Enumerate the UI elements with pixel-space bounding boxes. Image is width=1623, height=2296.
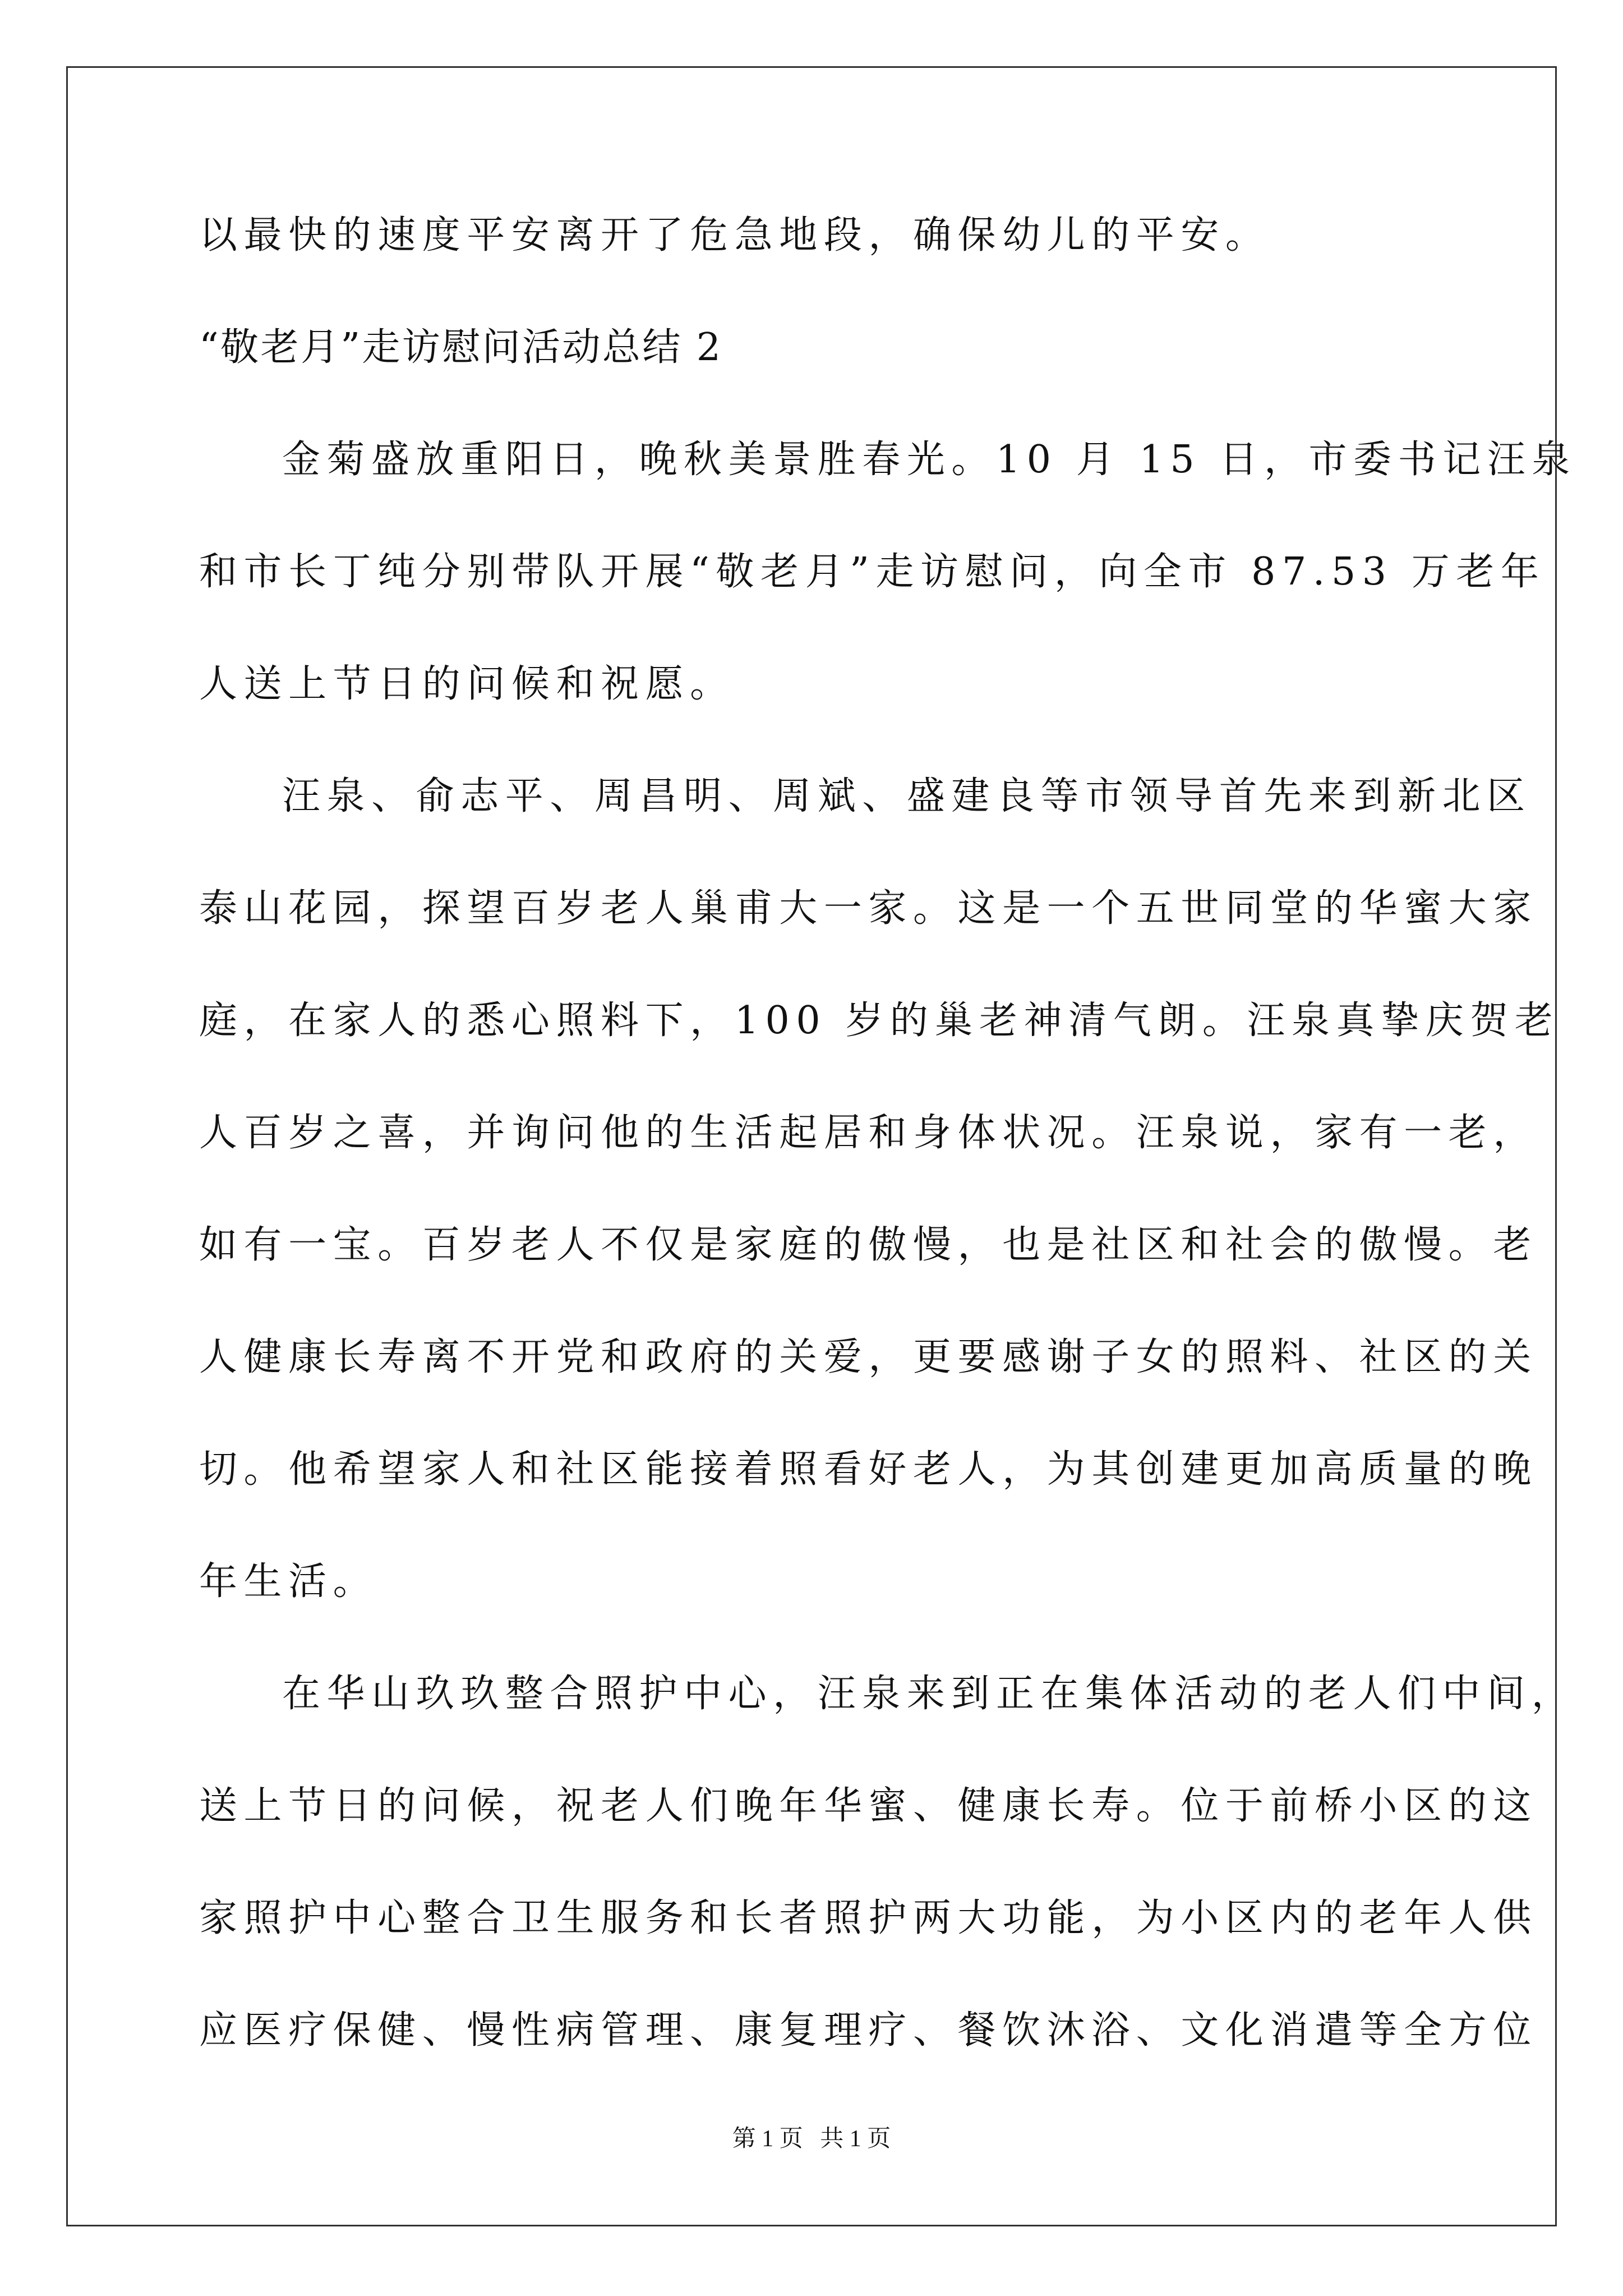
section-heading: “敬老月”走访慰问活动总结 2 — [199, 325, 723, 370]
paragraph-line: 切。他希望家人和社区能接着照看好老人，为其创建更加高质量的晚 — [199, 1447, 1538, 1492]
paragraph-line: 如有一宝。百岁老人不仅是家庭的傲慢，也是社区和社会的傲慢。老 — [199, 1223, 1538, 1267]
paragraph-line: 和市长丁纯分别带队开展“敬老月”走访慰问，向全市 87.53 万老年 — [199, 550, 1546, 594]
text-line: 以最快的速度平安离开了危急地段，确保幼儿的平安。 — [199, 213, 1270, 257]
page-total: 共 1 页 — [820, 2126, 891, 2152]
page-number: 第 1 页 — [732, 2126, 803, 2152]
paragraph-line: 汪泉、俞志平、周昌明、周斌、盛建良等市领导首先来到新北区 — [282, 774, 1532, 818]
paragraph-line: 在华山玖玖整合照护中心，汪泉来到正在集体活动的老人们中间， — [282, 1672, 1576, 1716]
paragraph-line: 人百岁之喜，并询问他的生活起居和身体状况。汪泉说，家有一老， — [199, 1111, 1538, 1155]
paragraph-line: 送上节日的问候，祝老人们晚年华蜜、健康长寿。位于前桥小区的这 — [199, 1784, 1538, 1828]
paragraph-line: 庭，在家人的悉心照料下，100 岁的巢老神清气朗。汪泉真挚庆贺老 — [199, 999, 1560, 1043]
paragraph-line: 应医疗保健、慢性病管理、康复理疗、餐饮沐浴、文化消遣等全方位 — [199, 2008, 1538, 2053]
paragraph-line: 金菊盛放重阳日，晚秋美景胜春光。10 月 15 日，市委书记汪泉 — [282, 438, 1576, 482]
paragraph-line: 年生活。 — [199, 1559, 378, 1604]
paragraph-line: 人健康长寿离不开党和政府的关爱，更要感谢子女的照料、社区的关 — [199, 1335, 1538, 1379]
paragraph-line: 泰山花园，探望百岁老人巢甫大一家。这是一个五世同堂的华蜜大家 — [199, 886, 1538, 931]
paragraph-line: 家照护中心整合卫生服务和长者照护两大功能，为小区内的老年人供 — [199, 1896, 1538, 1940]
paragraph-line: 人送上节日的问候和祝愿。 — [199, 662, 735, 706]
page-footer — [0, 2125, 1623, 2153]
